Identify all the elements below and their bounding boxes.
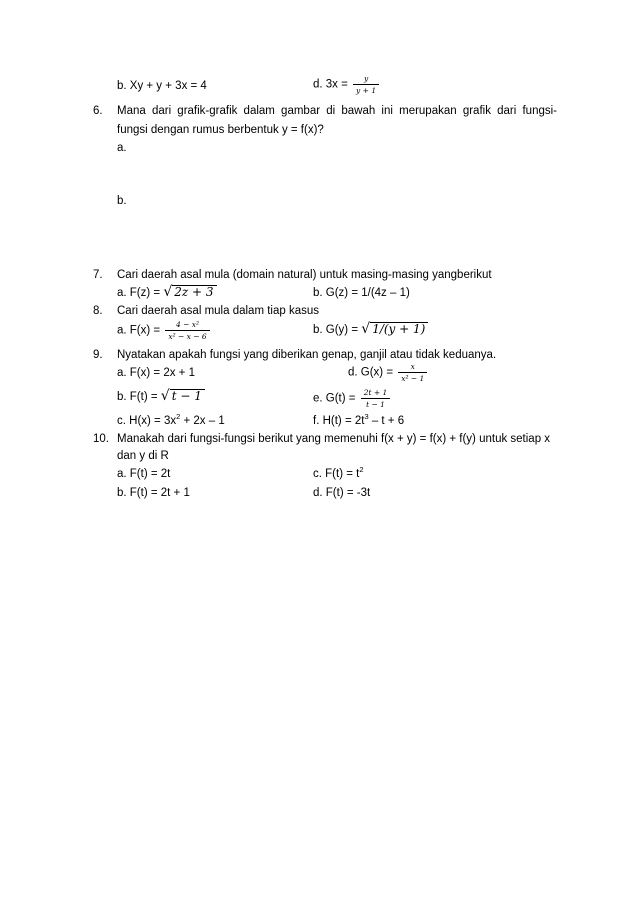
q8a-label: a. F(x) = <box>117 324 161 337</box>
q9b-label: b. F(t) = <box>117 391 158 403</box>
q9c-exponent: 2 <box>176 412 181 422</box>
q7a-label: a. F(z) = <box>117 287 161 299</box>
q6-number: 6. <box>93 105 103 117</box>
q9-option-d <box>348 362 429 383</box>
q10-line-2: dan y di R <box>117 450 169 462</box>
q5d-label: d. 3x = <box>313 78 348 91</box>
q6-line-2: fungsi dengan rumus berbentuk y = f(x)? <box>117 124 324 136</box>
q8-number: 8. <box>93 305 103 317</box>
q9-option-c <box>117 414 225 428</box>
q9b-radicand: t − 1 <box>170 389 205 403</box>
q8a-fraction <box>165 320 209 341</box>
q10-option-c <box>313 467 364 481</box>
q7-number: 7. <box>93 269 103 281</box>
q8b-radicand: 1/(y + 1) <box>370 322 428 336</box>
q9e-numerator: 2t + 1 <box>361 388 391 399</box>
q8-option-a <box>117 320 212 341</box>
q9c-text-end: + 2x – 1 <box>180 415 225 427</box>
q7-option-b: b. G(z) = 1/(4z – 1) <box>313 287 410 299</box>
q5-option-d <box>313 74 381 95</box>
q9-option-b <box>117 389 205 404</box>
q7-option-a <box>117 285 217 300</box>
q9d-fraction <box>398 362 427 383</box>
q6-line-1: Mana dari grafik-grafik dalam gambar di bawah ini merupakan grafik dari fungsi- <box>117 105 557 117</box>
q10-option-a: a. F(t) = 2t <box>117 468 171 480</box>
q7a-sqrt: √ 2z + 3 <box>163 285 216 299</box>
q9f-text: f. H(t) = 2t <box>313 415 365 427</box>
q8a-denominator: x² − x − 6 <box>168 332 207 341</box>
q9e-fraction <box>361 388 391 409</box>
q7-text: Cari daerah asal mula (domain natural) untuk masing-masing yangberikut <box>117 269 492 281</box>
q8a-numerator: 4 − x² <box>165 320 209 331</box>
q10c-text: c. F(t) = t <box>313 468 360 480</box>
q10-option-b: b. F(t) = 2t + 1 <box>117 487 190 499</box>
q8-text: Cari daerah asal mula dalam tiap kasus <box>117 305 319 317</box>
q5d-fraction <box>353 74 379 95</box>
q10-number: 10. <box>93 433 109 445</box>
q9-option-a: a. F(x) = 2x + 1 <box>117 367 195 379</box>
q7a-radicand: 2z + 3 <box>172 285 216 299</box>
q5d-numerator: y <box>353 74 379 85</box>
q9-option-f <box>313 414 404 428</box>
q6-option-a: a. <box>117 142 127 154</box>
q9-number: 9. <box>93 349 103 361</box>
q9f-exponent: 3 <box>364 412 369 422</box>
q10-line-1: Manakah dari fungsi-fungsi berikut yang memenuhi f(x + y) = f(x) + f(y) untuk setiap x <box>117 433 551 445</box>
q9d-label: d. G(x) = <box>348 366 394 379</box>
q10c-exponent: 2 <box>359 465 364 475</box>
q9-option-e <box>313 388 392 409</box>
q5-option-b: b. Xy + y + 3x = 4 <box>117 80 207 92</box>
q10-option-d: d. F(t) = -3t <box>313 487 371 499</box>
q9e-denominator: t − 1 <box>366 400 385 409</box>
q9d-denominator: x² − 1 <box>401 374 425 383</box>
q5d-denominator: y + 1 <box>356 86 377 95</box>
q8b-sqrt: √ 1/(y + 1) <box>361 322 428 336</box>
q9e-label: e. G(t) = <box>313 392 356 405</box>
q9c-text: c. H(x) = 3x <box>117 415 177 427</box>
q8-option-b <box>313 322 428 337</box>
q9d-numerator: x <box>398 362 427 373</box>
q9b-sqrt: √ t − 1 <box>161 389 205 403</box>
q9-text: Nyatakan apakah fungsi yang diberikan genap, ganjil atau tidak keduanya. <box>117 349 497 361</box>
q9f-text-end: – t + 6 <box>368 415 405 427</box>
q6-option-b: b. <box>117 195 127 207</box>
q8b-label: b. G(y) = <box>313 324 359 336</box>
